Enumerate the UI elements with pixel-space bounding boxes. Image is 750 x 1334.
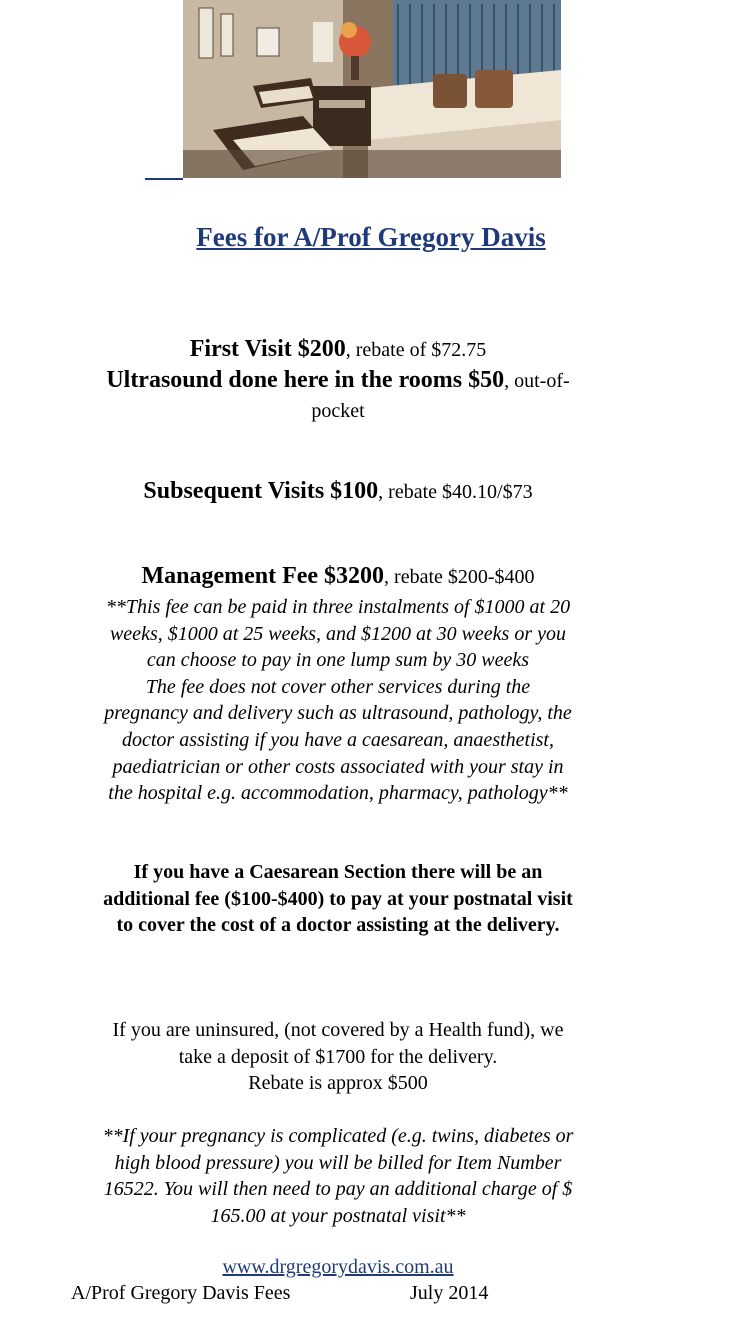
photo-link-underline: [145, 178, 183, 180]
complicated-line: 165.00 at your postnatal visit**: [210, 1204, 466, 1227]
note-line: the hospital e.g. accommodation, pharmacy, pathology**: [108, 782, 568, 805]
caesarean-line: If you have a Caesarean Section there will be an: [133, 861, 543, 883]
page-title: Fees for A/Prof Gregory Davis: [196, 222, 546, 252]
subsequent-visits-detail: , rebate $40.10/$73: [378, 481, 533, 503]
note-line: can choose to pay in one lump sum by 30 weeks: [146, 649, 530, 672]
subsequent-visits-line: [0, 478, 676, 505]
ultrasound-line: [0, 367, 676, 394]
uninsured-line: If you are uninsured, (not covered by a Health fund), we: [112, 1019, 564, 1041]
uninsured-line: take a deposit of $1700 for the delivery.: [178, 1045, 498, 1068]
caesarean-line: to cover the cost of a doctor assisting at the delivery.: [116, 914, 560, 937]
first-visit-line: [0, 336, 676, 363]
subsequent-visits-label: Subsequent Visits $100: [143, 478, 379, 504]
note-line: paediatrician or other costs associated with your stay in: [112, 755, 564, 778]
waiting-room-photo: [183, 0, 561, 178]
complicated-line: **If your pregnancy is complicated (e.g. twins, diabetes or: [102, 1125, 574, 1147]
note-line: The fee does not cover other services during the: [145, 675, 531, 698]
ultrasound-label: Ultrasound done here in the rooms $50: [106, 367, 505, 393]
note-line: pregnancy and delivery such as ultrasound, pathology, the: [104, 702, 572, 725]
management-fee-line: [0, 563, 676, 590]
caesarean-notice: [0, 859, 676, 939]
ultrasound-detail-cont: pocket: [311, 400, 365, 422]
management-fee-label: Management Fee $3200: [141, 563, 385, 589]
note-line: weeks, $1000 at 25 weeks, and $1200 at 30 weeks or you: [109, 622, 567, 645]
footer-date: July 2014: [410, 1282, 489, 1304]
complicated-line: high blood pressure) you will be billed for Item Number: [114, 1151, 562, 1174]
complicated-pregnancy-notice: [0, 1123, 676, 1229]
first-visit-label: First Visit $200: [189, 336, 346, 362]
note-line: **This fee can be paid in three instalments of $1000 at 20: [105, 596, 571, 618]
caesarean-line: additional fee ($100-$400) to pay at your postnatal visit: [103, 887, 573, 910]
footer-title: A/Prof Gregory Davis Fees: [71, 1282, 291, 1304]
first-visit-detail: , rebate of $72.75: [345, 339, 487, 361]
note-line: doctor assisting if you have a caesarean, anaesthetist,: [122, 728, 554, 751]
waiting-room-illustration: [183, 0, 561, 178]
uninsured-line: Rebate is approx $500: [248, 1072, 428, 1095]
ultrasound-detail: , out-of-: [504, 370, 570, 392]
management-fee-detail: , rebate $200-$400: [384, 566, 535, 588]
management-fee-note: [0, 594, 676, 807]
website-line: [0, 1256, 676, 1279]
website-link[interactable]: www.drgregorydavis.com.au: [222, 1256, 454, 1278]
complicated-line: 16522. You will then need to pay an additional charge of $: [103, 1178, 573, 1201]
uninsured-notice: [0, 1017, 676, 1097]
